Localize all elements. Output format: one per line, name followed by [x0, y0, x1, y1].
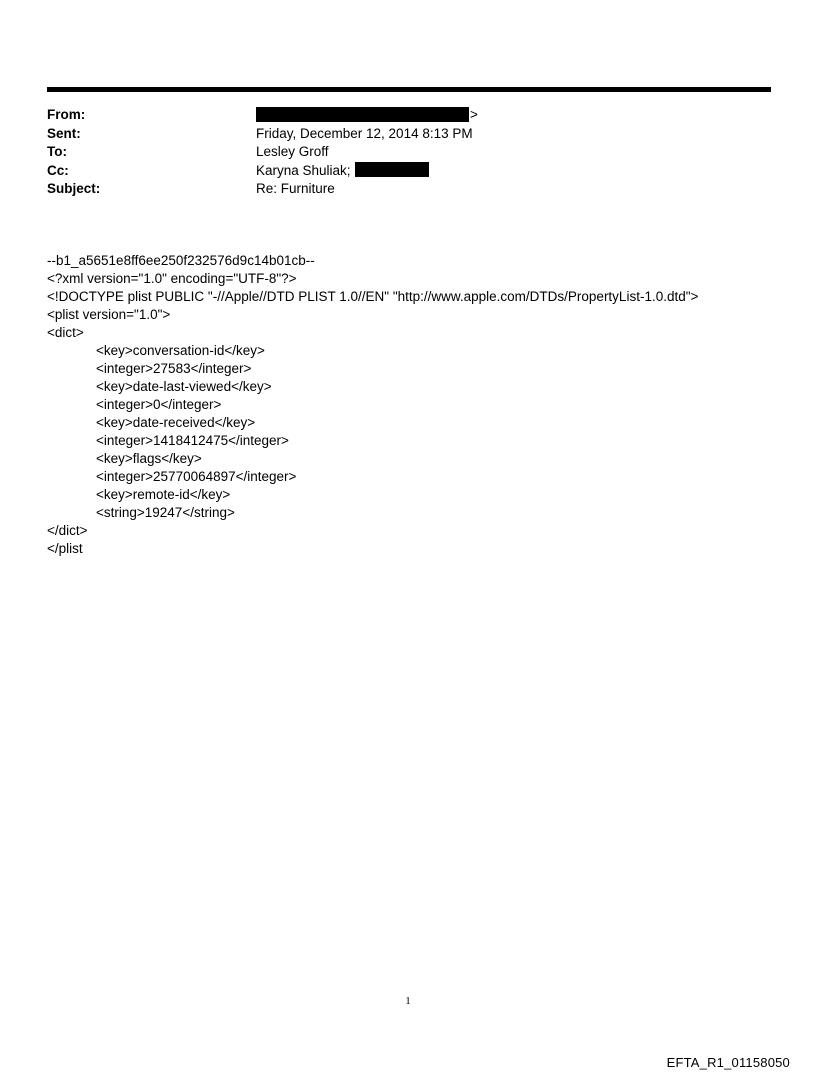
page-number: 1: [405, 995, 411, 1007]
body-line: <string>19247</string>: [96, 505, 235, 520]
to-row: [47, 143, 771, 162]
body-line: --b1_a5651e8ff6ee250f232576d9c14b01cb--: [47, 253, 315, 268]
body-line: <!DOCTYPE plist PUBLIC "-//Apple//DTD PLIST 1.0//EN" "http://www.apple.com/DTDs/PropertyList-1.0.dtd">: [47, 289, 699, 304]
body-line: </dict>: [47, 523, 88, 538]
body-line: <dict>: [47, 325, 84, 340]
header-rule: [47, 87, 771, 92]
body-line: </plist: [47, 541, 83, 556]
from-label: From:: [47, 107, 86, 122]
email-header: [47, 106, 771, 199]
body-line: <key>date-received</key>: [96, 415, 256, 430]
sent-value: Friday, December 12, 2014 8:13 PM: [256, 125, 473, 141]
from-row: [47, 106, 771, 125]
subject-value: Re: Furniture: [256, 181, 335, 196]
from-suffix: >: [470, 107, 478, 122]
to-value: Lesley Groff: [256, 144, 329, 159]
subject-label: Subject:: [47, 181, 101, 196]
to-label: To:: [47, 144, 67, 159]
sent-row: [47, 125, 771, 144]
body-line: <key>remote-id</key>: [96, 487, 231, 502]
redaction-box: [355, 162, 429, 177]
cc-label: Cc:: [47, 162, 69, 178]
body-line: <key>date-last-viewed</key>: [96, 379, 272, 394]
cc-value-wrap: [256, 162, 429, 181]
email-body: [47, 252, 771, 558]
redaction-box: [256, 107, 469, 122]
document-id: EFTA_R1_01158050: [666, 1055, 790, 1070]
cc-value: Karyna Shuliak;: [256, 162, 351, 178]
body-line: <?xml version="1.0" encoding="UTF-8"?>: [47, 271, 297, 286]
body-line: <integer>27583</integer>: [96, 361, 252, 376]
body-line: <integer>25770064897</integer>: [96, 469, 297, 484]
body-line: <plist version="1.0">: [47, 307, 171, 322]
body-line: <key>flags</key>: [96, 451, 202, 466]
from-value: [256, 106, 478, 125]
subject-row: [47, 180, 771, 199]
sent-label: Sent:: [47, 125, 81, 141]
body-line: <integer>1418412475</integer>: [96, 433, 289, 448]
cc-row: [47, 162, 771, 181]
body-line: <integer>0</integer>: [96, 397, 222, 412]
body-line: <key>conversation-id</key>: [96, 343, 265, 358]
